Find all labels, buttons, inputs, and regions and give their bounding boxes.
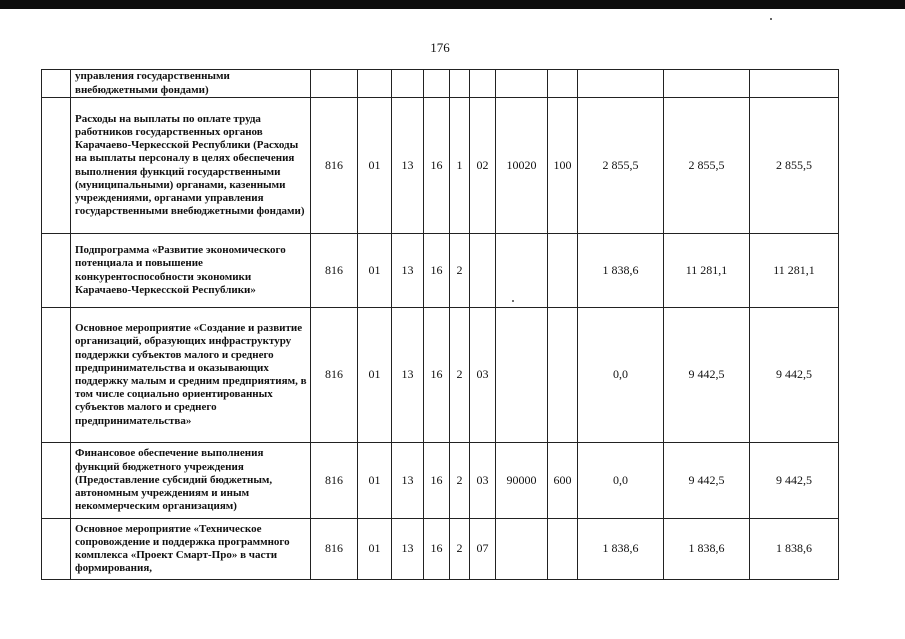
section-cell: 01 (358, 98, 392, 234)
event-cell: 07 (470, 519, 496, 580)
page-number: 176 (430, 40, 450, 55)
direction-cell: 90000 (496, 443, 548, 519)
subsection-cell (392, 70, 424, 98)
amount-year-2-cell: 11 281,1 (664, 234, 750, 308)
expense-type-cell: 100 (548, 98, 578, 234)
scan-speck (770, 18, 772, 20)
table-row (42, 70, 839, 98)
event-cell: 02 (470, 98, 496, 234)
program-cell: 16 (424, 443, 450, 519)
table-row (42, 234, 839, 308)
direction-cell: 10020 (496, 98, 548, 234)
event-cell (470, 70, 496, 98)
program-cell: 16 (424, 234, 450, 308)
event-cell: 03 (470, 443, 496, 519)
table-row (42, 443, 839, 519)
admin-code-cell: 816 (311, 308, 358, 443)
program-cell: 16 (424, 308, 450, 443)
row-name-cell: Основное мероприятие «Техническое сопровождение и поддержка программного комплекса «Проект Смарт-Про» в части формирования, (71, 519, 311, 580)
subsection-cell: 13 (392, 443, 424, 519)
event-cell (470, 234, 496, 308)
row-number-cell (42, 98, 71, 234)
amount-year-1-cell (578, 70, 664, 98)
row-name-cell: Основное мероприятие «Создание и развитие организаций, образующих инфраструктуру поддержки субъектов малого и среднего предпринимательства и оказывающих поддержку малым и средним предприятиям, в том числе социально ориентированных субъектов малого и среднего предпринимательства» (71, 308, 311, 443)
subsection-cell: 13 (392, 308, 424, 443)
admin-code-cell (311, 70, 358, 98)
row-name-cell: Расходы на выплаты по оплате труда работников государственных органов Карачаево-Черкесской Республики (Расходы на выплаты персоналу в целях обеспечения выполнения функций государственными (муниципальными) органами, казенными учреждениями, органами управления государственными внебюджетными фондами) (71, 98, 311, 234)
amount-year-3-cell: 1 838,6 (750, 519, 839, 580)
scan-speck (512, 300, 514, 302)
event-cell: 03 (470, 308, 496, 443)
expense-type-cell: 600 (548, 443, 578, 519)
program-cell (424, 70, 450, 98)
section-cell: 01 (358, 443, 392, 519)
amount-year-2-cell: 9 442,5 (664, 308, 750, 443)
row-name-cell: Подпрограмма «Развитие экономического потенциала и повышение конкурентоспособности экономики Карачаево-Черкесской Республики» (71, 234, 311, 308)
subprogram-cell: 2 (450, 519, 470, 580)
direction-cell (496, 519, 548, 580)
section-cell: 01 (358, 519, 392, 580)
row-name-cell: управления государственными внебюджетными фондами) (71, 70, 311, 98)
subprogram-cell: 2 (450, 234, 470, 308)
budget-table (41, 69, 839, 580)
subprogram-cell (450, 70, 470, 98)
row-number-cell (42, 234, 71, 308)
amount-year-1-cell: 0,0 (578, 308, 664, 443)
scan-top-border (0, 0, 905, 9)
amount-year-3-cell: 9 442,5 (750, 308, 839, 443)
amount-year-3-cell: 11 281,1 (750, 234, 839, 308)
direction-cell (496, 308, 548, 443)
subprogram-cell: 2 (450, 443, 470, 519)
amount-year-2-cell: 2 855,5 (664, 98, 750, 234)
row-number-cell (42, 519, 71, 580)
admin-code-cell: 816 (311, 519, 358, 580)
amount-year-3-cell (750, 70, 839, 98)
row-number-cell (42, 70, 71, 98)
subsection-cell: 13 (392, 519, 424, 580)
direction-cell (496, 234, 548, 308)
subsection-cell: 13 (392, 98, 424, 234)
expense-type-cell (548, 308, 578, 443)
amount-year-3-cell: 9 442,5 (750, 443, 839, 519)
admin-code-cell: 816 (311, 234, 358, 308)
expense-type-cell (548, 234, 578, 308)
table-row (42, 308, 839, 443)
amount-year-2-cell (664, 70, 750, 98)
subprogram-cell: 2 (450, 308, 470, 443)
admin-code-cell: 816 (311, 443, 358, 519)
program-cell: 16 (424, 98, 450, 234)
row-number-cell (42, 308, 71, 443)
amount-year-1-cell: 1 838,6 (578, 519, 664, 580)
section-cell (358, 70, 392, 98)
amount-year-3-cell: 2 855,5 (750, 98, 839, 234)
direction-cell (496, 70, 548, 98)
section-cell: 01 (358, 234, 392, 308)
amount-year-2-cell: 1 838,6 (664, 519, 750, 580)
amount-year-1-cell: 1 838,6 (578, 234, 664, 308)
subsection-cell: 13 (392, 234, 424, 308)
admin-code-cell: 816 (311, 98, 358, 234)
amount-year-1-cell: 2 855,5 (578, 98, 664, 234)
section-cell: 01 (358, 308, 392, 443)
row-number-cell (42, 443, 71, 519)
amount-year-2-cell: 9 442,5 (664, 443, 750, 519)
program-cell: 16 (424, 519, 450, 580)
table-row (42, 98, 839, 234)
expense-type-cell (548, 70, 578, 98)
subprogram-cell: 1 (450, 98, 470, 234)
expense-type-cell (548, 519, 578, 580)
table-row (42, 519, 839, 580)
row-name-cell: Финансовое обеспечение выполнения функций бюджетного учреждения (Предоставление субсидий бюджетным, автономным учреждениям и иным некоммерческим организациям) (71, 443, 311, 519)
amount-year-1-cell: 0,0 (578, 443, 664, 519)
